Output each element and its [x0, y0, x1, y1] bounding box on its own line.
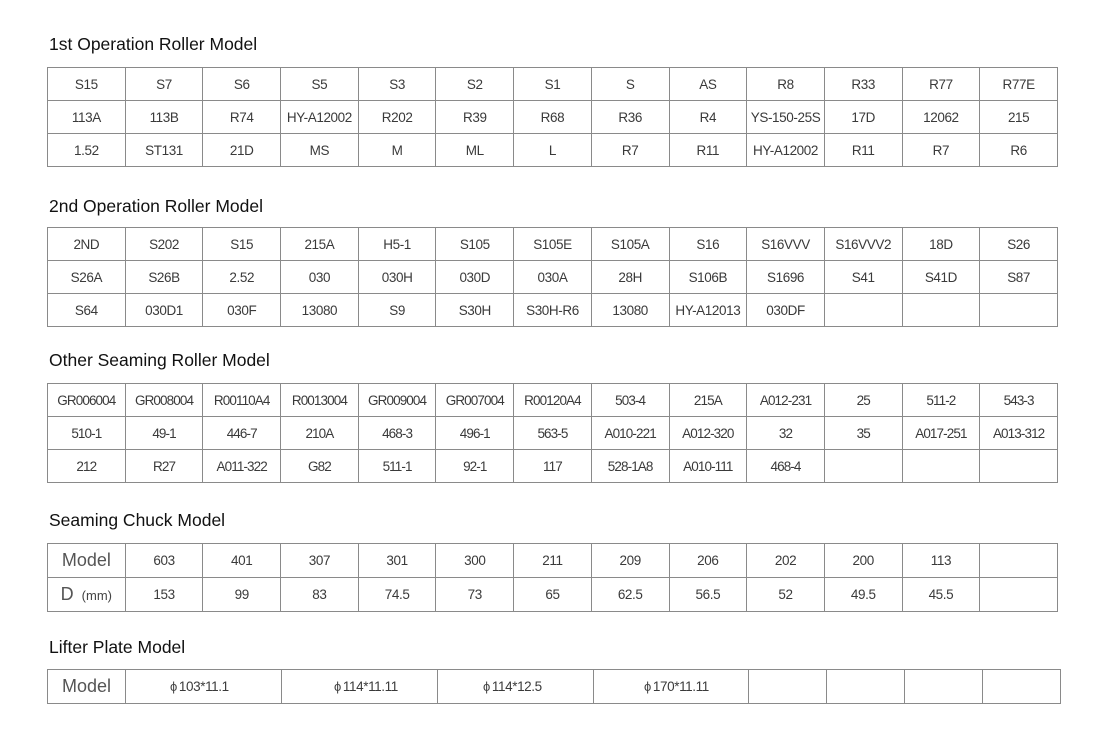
empty-cell: [749, 670, 827, 704]
model-cell: R11: [824, 134, 902, 167]
table-row: [48, 450, 1058, 483]
chuck-model-cell: 211: [514, 544, 592, 578]
first-operation-title: 1st Operation Roller Model: [49, 34, 258, 54]
model-cell: 18D: [902, 228, 980, 261]
lifter-value: 170*11.11: [652, 679, 709, 694]
model-cell: 92-1: [436, 450, 514, 483]
chuck-diameter-cell: 45.5: [902, 578, 980, 612]
chuck-model-cell: 209: [591, 544, 669, 578]
model-cell: S5: [281, 68, 359, 101]
model-cell: R7: [591, 134, 669, 167]
table-row: [48, 294, 1058, 327]
model-cell: 2.52: [203, 261, 281, 294]
chuck-diameter-cell: 83: [281, 578, 359, 612]
model-cell: S64: [48, 294, 126, 327]
model-cell: S105A: [591, 228, 669, 261]
lifter-cell: [126, 670, 282, 704]
model-cell: 49-1: [125, 417, 203, 450]
lifter-cell: [282, 670, 438, 704]
model-cell: 25: [824, 384, 902, 417]
model-cell: HY-A12013: [669, 294, 747, 327]
chuck-diameter-cell: 153: [125, 578, 203, 612]
model-cell: 563-5: [514, 417, 592, 450]
lifter-value: 114*12.5: [491, 679, 542, 694]
model-cell: 12062: [902, 101, 980, 134]
chuck-model-row: [48, 544, 1058, 578]
model-cell: S16VVV2: [824, 228, 902, 261]
model-cell: YS-150-25S: [747, 101, 825, 134]
model-cell: GR009004: [358, 384, 436, 417]
model-cell: S1: [514, 68, 592, 101]
model-cell: 215A: [669, 384, 747, 417]
model-cell: S1696: [747, 261, 825, 294]
model-cell: 212: [48, 450, 126, 483]
table-row: [48, 384, 1058, 417]
empty-cell: [905, 670, 983, 704]
model-cell: A012-231: [747, 384, 825, 417]
chuck-model-cell: 301: [358, 544, 436, 578]
model-cell: 503-4: [591, 384, 669, 417]
model-cell: R00110A4: [203, 384, 281, 417]
model-cell: 32: [747, 417, 825, 450]
chuck-diameter-cell: 62.5: [591, 578, 669, 612]
empty-cell: [902, 294, 980, 327]
empty-cell: [824, 450, 902, 483]
chuck-diameter-cell: 52: [747, 578, 825, 612]
model-cell: A012-320: [669, 417, 747, 450]
model-cell: S3: [358, 68, 436, 101]
model-cell: S7: [125, 68, 203, 101]
lifter-cell: [438, 670, 594, 704]
model-cell: S: [591, 68, 669, 101]
chuck-model-cell: 202: [747, 544, 825, 578]
table-row: [48, 228, 1058, 261]
model-cell: A010-221: [591, 417, 669, 450]
other-seaming-title: Other Seaming Roller Model: [49, 350, 270, 370]
seaming-chuck-title: Seaming Chuck Model: [49, 510, 226, 530]
model-cell: 117: [514, 450, 592, 483]
empty-cell: [827, 670, 905, 704]
model-cell: S9: [358, 294, 436, 327]
model-cell: R8: [747, 68, 825, 101]
model-cell: 1.52: [48, 134, 126, 167]
table-row: [48, 101, 1058, 134]
model-cell: M: [358, 134, 436, 167]
chuck-diameter-label: [48, 578, 126, 612]
model-cell: A017-251: [902, 417, 980, 450]
model-cell: S30H-R6: [514, 294, 592, 327]
diameter-icon: ϕ: [334, 679, 341, 694]
lifter-model-label: Model: [48, 670, 126, 704]
model-cell: ST131: [125, 134, 203, 167]
lifter-plate-title: Lifter Plate Model: [49, 637, 186, 657]
model-cell: S26A: [48, 261, 126, 294]
lifter-value: 114*11.11: [342, 679, 398, 694]
second-operation-table: [47, 227, 1058, 327]
model-cell: 543-3: [980, 384, 1058, 417]
diameter-icon: ϕ: [644, 679, 651, 694]
model-cell: 511-2: [902, 384, 980, 417]
model-cell: 030H: [358, 261, 436, 294]
lifter-cell: [594, 670, 749, 704]
model-cell: R74: [203, 101, 281, 134]
model-cell: R77E: [980, 68, 1058, 101]
model-cell: R77: [902, 68, 980, 101]
model-cell: HY-A12002: [747, 134, 825, 167]
empty-cell: [980, 450, 1058, 483]
table-row: [48, 134, 1058, 167]
first-operation-table: [47, 67, 1058, 167]
model-cell: 2ND: [48, 228, 126, 261]
chuck-model-cell: 603: [125, 544, 203, 578]
model-cell: S15: [203, 228, 281, 261]
chuck-diameter-cell: 49.5: [824, 578, 902, 612]
diameter-icon: ϕ: [170, 679, 177, 694]
lifter-plate-table: [47, 669, 1061, 704]
table-row: [48, 417, 1058, 450]
lifter-value: 103*11.1: [178, 679, 229, 694]
empty-cell: [980, 544, 1058, 578]
model-cell: 030: [281, 261, 359, 294]
model-cell: GR006004: [48, 384, 126, 417]
chuck-model-cell: 113: [902, 544, 980, 578]
diameter-icon: ϕ: [483, 679, 490, 694]
model-cell: MS: [281, 134, 359, 167]
chuck-diameter-row: [48, 578, 1058, 612]
model-cell: S87: [980, 261, 1058, 294]
model-cell: R00120A4: [514, 384, 592, 417]
model-cell: A010-111: [669, 450, 747, 483]
unit-label: (mm): [81, 588, 112, 603]
model-cell: R39: [436, 101, 514, 134]
model-cell: S41D: [902, 261, 980, 294]
model-cell: 030F: [203, 294, 281, 327]
model-cell: R33: [824, 68, 902, 101]
lifter-row: [48, 670, 1061, 704]
empty-cell: [980, 578, 1058, 612]
model-cell: 468-4: [747, 450, 825, 483]
model-cell: S41: [824, 261, 902, 294]
model-cell: G82: [281, 450, 359, 483]
model-cell: 215: [980, 101, 1058, 134]
model-cell: S16: [669, 228, 747, 261]
model-cell: S202: [125, 228, 203, 261]
model-cell: R0013004: [281, 384, 359, 417]
model-cell: S26B: [125, 261, 203, 294]
chuck-diameter-cell: 74.5: [358, 578, 436, 612]
model-cell: 17D: [824, 101, 902, 134]
model-cell: 446-7: [203, 417, 281, 450]
model-cell: R7: [902, 134, 980, 167]
diameter-symbol: D: [60, 584, 74, 604]
model-cell: S26: [980, 228, 1058, 261]
model-cell: 511-1: [358, 450, 436, 483]
model-cell: AS: [669, 68, 747, 101]
empty-cell: [902, 450, 980, 483]
model-cell: 030D1: [125, 294, 203, 327]
model-cell: R11: [669, 134, 747, 167]
model-cell: S16VVV: [747, 228, 825, 261]
model-cell: GR007004: [436, 384, 514, 417]
second-operation-title: 2nd Operation Roller Model: [49, 196, 264, 216]
model-cell: 496-1: [436, 417, 514, 450]
model-cell: 21D: [203, 134, 281, 167]
model-cell: L: [514, 134, 592, 167]
empty-cell: [824, 294, 902, 327]
chuck-diameter-cell: 65: [514, 578, 592, 612]
model-cell: 030D: [436, 261, 514, 294]
model-cell: S15: [48, 68, 126, 101]
model-cell: ML: [436, 134, 514, 167]
model-cell: 35: [824, 417, 902, 450]
model-cell: 113B: [125, 101, 203, 134]
model-cell: S30H: [436, 294, 514, 327]
chuck-model-cell: 307: [281, 544, 359, 578]
model-cell: 215A: [281, 228, 359, 261]
other-seaming-table: [47, 383, 1058, 483]
model-cell: R4: [669, 101, 747, 134]
chuck-model-cell: 206: [669, 544, 747, 578]
model-cell: R202: [358, 101, 436, 134]
model-cell: S106B: [669, 261, 747, 294]
model-cell: H5-1: [358, 228, 436, 261]
chuck-diameter-cell: 99: [203, 578, 281, 612]
model-cell: HY-A12002: [281, 101, 359, 134]
model-cell: 030A: [514, 261, 592, 294]
chuck-model-cell: 401: [203, 544, 281, 578]
model-cell: A013-312: [980, 417, 1058, 450]
model-cell: 528-1A8: [591, 450, 669, 483]
empty-cell: [980, 294, 1058, 327]
model-cell: 13080: [281, 294, 359, 327]
model-cell: R6: [980, 134, 1058, 167]
model-cell: S105: [436, 228, 514, 261]
model-cell: 113A: [48, 101, 126, 134]
chuck-diameter-cell: 56.5: [669, 578, 747, 612]
chuck-model-cell: 200: [824, 544, 902, 578]
model-cell: S6: [203, 68, 281, 101]
chuck-model-label: Model: [48, 544, 126, 578]
chuck-model-cell: 300: [436, 544, 514, 578]
model-cell: 28H: [591, 261, 669, 294]
model-cell: 030DF: [747, 294, 825, 327]
chuck-diameter-cell: 73: [436, 578, 514, 612]
model-cell: S2: [436, 68, 514, 101]
model-cell: 13080: [591, 294, 669, 327]
model-cell: R36: [591, 101, 669, 134]
empty-cell: [983, 670, 1061, 704]
model-cell: 210A: [281, 417, 359, 450]
seaming-chuck-table: [47, 543, 1058, 612]
model-cell: S105E: [514, 228, 592, 261]
model-cell: GR008004: [125, 384, 203, 417]
model-cell: A011-322: [203, 450, 281, 483]
table-row: [48, 261, 1058, 294]
model-cell: R27: [125, 450, 203, 483]
model-cell: R68: [514, 101, 592, 134]
model-cell: 468-3: [358, 417, 436, 450]
model-cell: 510-1: [48, 417, 126, 450]
table-row: [48, 68, 1058, 101]
